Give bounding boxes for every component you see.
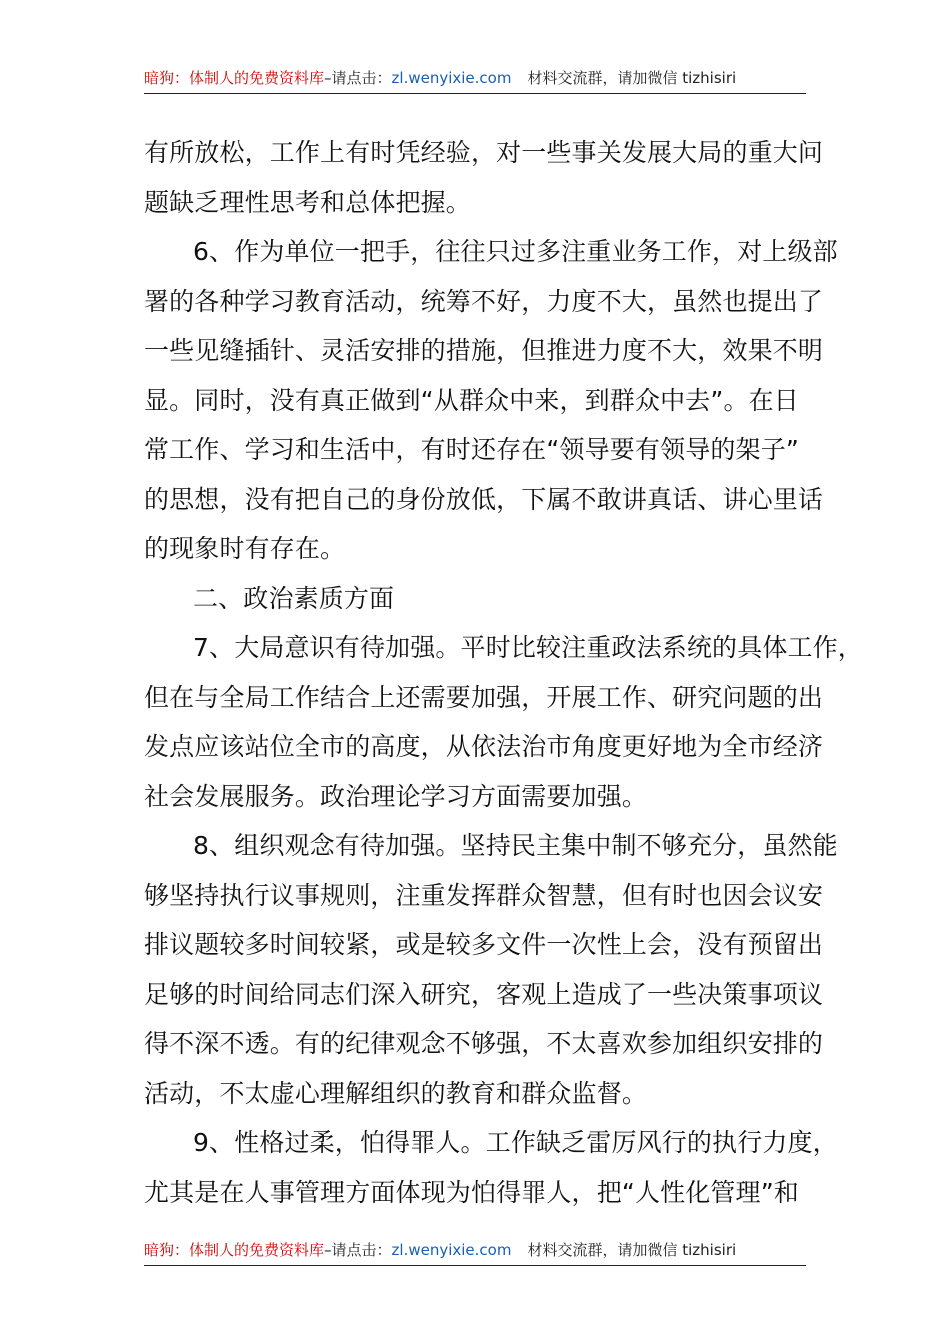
body-line: 排议题较多时间较紧，或是较多文件一次性上会，没有预留出 bbox=[144, 930, 824, 959]
body-line: 活动，不太虚心理解组织的教育和群众监督。 bbox=[144, 1078, 648, 1108]
header-url-link[interactable]: zl.wenyixie.com bbox=[391, 69, 512, 87]
body-line: 的思想，没有把自己的身份放低，下属不敢讲真话、讲心里话 bbox=[144, 484, 824, 514]
body-line: 署的各种学习教育活动，统筹不好，力度不大，虽然也提出了 bbox=[144, 286, 824, 316]
paragraph-start-6: 6、作为单位一把手，往往只过多注重业务工作，对上级部 bbox=[193, 237, 838, 266]
header-wechat-note: 材料交流群，请加微信 tizhisiri bbox=[527, 69, 737, 87]
document-body bbox=[144, 128, 863, 1217]
footer-url-link[interactable]: zl.wenyixie.com bbox=[391, 1241, 512, 1259]
header-brand: 暗狗：体制人的免费资料库 bbox=[144, 69, 325, 87]
section-heading: 二、政治素质方面 bbox=[193, 583, 395, 613]
paragraph-start-9: 9、性格过柔，怕得罪人。工作缺乏雷厉风行的执行力度， bbox=[193, 1128, 838, 1157]
body-line: 够坚持执行议事规则，注重发挥群众智慧，但有时也因会议安 bbox=[144, 880, 824, 910]
body-line: 足够的时间给同志们深入研究，客观上造成了一些决策事项议 bbox=[144, 979, 824, 1009]
header-banner bbox=[144, 68, 806, 94]
footer-wechat-note: 材料交流群，请加微信 tizhisiri bbox=[527, 1241, 737, 1259]
body-line: 社会发展服务。政治理论学习方面需要加强。 bbox=[144, 781, 648, 811]
paragraph-start-7: 7、大局意识有待加强。平时比较注重政法系统的具体工作， bbox=[193, 633, 863, 662]
header-click-text: –请点击： bbox=[324, 69, 392, 87]
paragraph-start-8: 8、组织观念有待加强。坚持民主集中制不够充分，虽然能 bbox=[193, 831, 838, 860]
footer-brand: 暗狗：体制人的免费资料库 bbox=[144, 1241, 325, 1259]
body-line: 一些见缝插针、灵活安排的措施，但推进力度不大，效果不明 bbox=[144, 336, 824, 365]
body-line: 题缺乏理性思考和总体把握。 bbox=[144, 187, 471, 217]
body-line: 常工作、学习和生活中，有时还存在“领导要有领导的架子” bbox=[144, 435, 799, 464]
body-line: 尤其是在人事管理方面体现为怕得罪人，把“人性化管理”和 bbox=[144, 1177, 799, 1207]
body-line: 得不深不透。有的纪律观念不够强，不太喜欢参加组织安排的 bbox=[144, 1029, 824, 1058]
body-line: 发点应该站位全市的高度，从依法治市角度更好地为全市经济 bbox=[144, 732, 824, 761]
footer-banner bbox=[144, 1240, 806, 1266]
body-line: 但在与全局工作结合上还需要加强，开展工作、研究问题的出 bbox=[144, 682, 824, 712]
body-line: 有所放松，工作上有时凭经验，对一些事关发展大局的重大问 bbox=[144, 138, 824, 167]
footer-click-text: –请点击： bbox=[324, 1241, 392, 1259]
body-line: 显。同时，没有真正做到“从群众中来，到群众中去”。在日 bbox=[144, 385, 799, 415]
body-line: 的现象时有存在。 bbox=[144, 534, 346, 563]
